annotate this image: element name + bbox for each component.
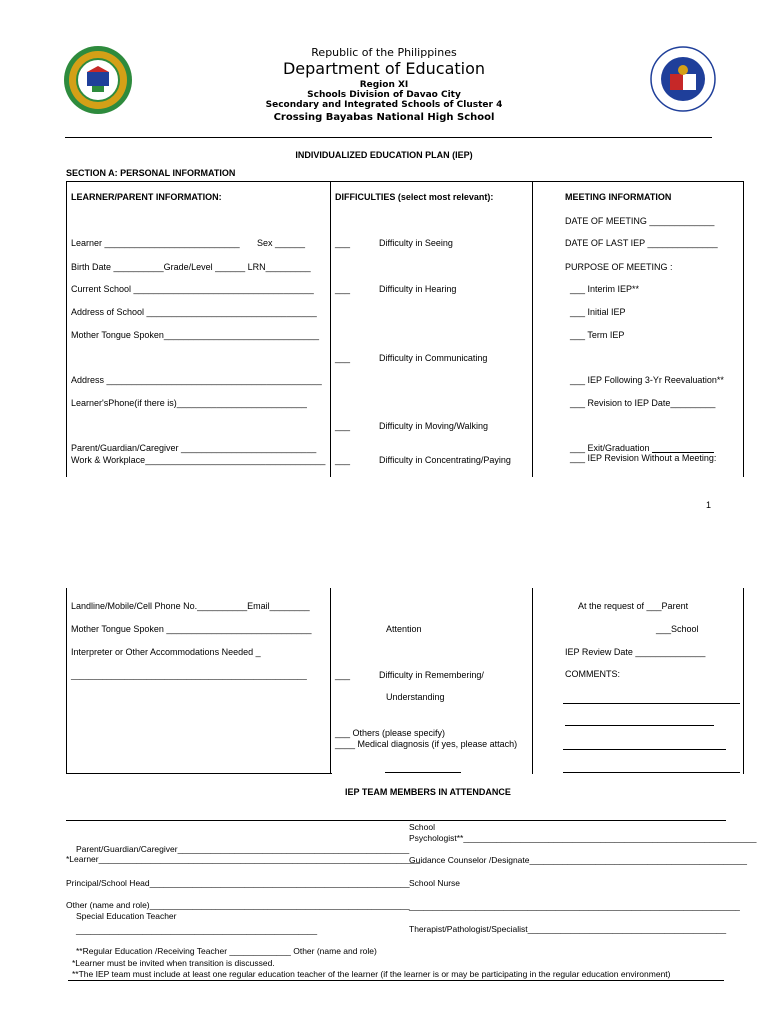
difficulty-seeing-label: Difficulty in Seeing (379, 238, 453, 248)
difficulty-moving-label: Difficulty in Moving/Walking (379, 421, 489, 431)
option-interim-iep[interactable]: ___ Interim IEP** (570, 284, 640, 294)
table-col-divider-1 (330, 181, 331, 477)
diagnosis-underline (385, 772, 461, 773)
team-sped-line[interactable]: ___________________________________________________ (76, 925, 318, 935)
at-request-field[interactable]: At the request of ___Parent (578, 601, 689, 611)
attention-label: Attention (386, 624, 422, 634)
comments-line-2[interactable] (565, 725, 714, 726)
team-guidance-field[interactable]: Guidance Counselor /Designate______________________________________________ (409, 855, 747, 865)
header-division: Schools Division of Davao City (307, 90, 461, 100)
difficulty-remembering-label: Difficulty in Remembering/ (379, 670, 484, 680)
date-of-last-iep-field[interactable]: DATE OF LAST IEP ______________ (565, 238, 718, 248)
purpose-of-meeting-label: PURPOSE OF MEETING : (565, 262, 673, 272)
header-department: Department of Education (282, 59, 486, 78)
header-school: Crossing Bayabas National High School (273, 112, 495, 123)
team-heading: IEP TEAM MEMBERS IN ATTENDANCE (345, 787, 511, 797)
team-guardian-field[interactable]: Parent/Guardian/Caregiver_________________________________________________ (76, 844, 410, 854)
comments-line-4[interactable] (563, 772, 740, 773)
landline-email-field[interactable]: Landline/Mobile/Cell Phone No.__________Email________ (71, 601, 310, 611)
table-left-border (66, 181, 67, 477)
difficulty-communicating-label: Difficulty in Communicating (379, 353, 488, 363)
birth-grade-lrn-field[interactable]: Birth Date __________Grade/Level ______ LRN_________ (71, 262, 311, 272)
table-col-divider-1b (330, 588, 331, 774)
option-following-reevaluation[interactable]: ___ IEP Following 3-Yr Reevaluation** (570, 375, 724, 385)
mother-tongue-field[interactable]: Mother Tongue Spoken_______________________________ (71, 330, 320, 340)
checkbox-seeing[interactable]: ___ (335, 238, 351, 248)
difficulties-heading: DIFFICULTIES (select most relevant): (335, 192, 494, 202)
date-of-meeting-field[interactable]: DATE OF MEETING _____________ (565, 216, 715, 226)
header-cluster: Secondary and Integrated Schools of Cluster 4 (265, 100, 503, 110)
interpreter-field[interactable]: Interpreter or Other Accommodations Needed _ (71, 647, 261, 657)
header-divider (65, 137, 712, 138)
team-learner-field[interactable]: *Learner____________________________________________________________________ (66, 854, 421, 864)
mother-tongue-field-2[interactable]: Mother Tongue Spoken _____________________________ (71, 624, 312, 634)
work-field[interactable]: Work & Workplace____________________________________ (71, 455, 326, 465)
table-right-border-2 (743, 588, 744, 774)
learner-parent-heading: LEARNER/PARENT INFORMATION: (71, 192, 222, 202)
team-sped-label: Special Education Teacher (76, 911, 177, 921)
address-of-school-field[interactable]: Address of School __________________________________ (71, 307, 317, 317)
understanding-label: Understanding (386, 692, 445, 702)
comments-label: COMMENTS: (565, 669, 620, 679)
footnote-learner: *Learner must be invited when transition is discussed. (72, 958, 275, 968)
sex-field[interactable]: Sex ______ (257, 238, 306, 248)
comments-line-1[interactable] (563, 703, 740, 704)
team-school-label: School (409, 822, 435, 832)
iep-review-date-field[interactable]: IEP Review Date ______________ (565, 647, 706, 657)
checkbox-hearing[interactable]: ___ (335, 284, 351, 294)
header-republic: Republic of the Philippines (311, 46, 457, 59)
team-therapist-field[interactable]: Therapist/Pathologist/Specialist__________________________________________ (409, 924, 727, 934)
others-specify-field[interactable]: ___ Others (please specify) (335, 728, 446, 738)
interpreter-line[interactable]: _____________________________________________________ (71, 671, 307, 680)
comments-line-3[interactable] (563, 749, 726, 750)
option-revision-without-meeting[interactable]: ___ IEP Revision Without a Meeting: (570, 453, 717, 463)
team-nurse-label: School Nurse (409, 878, 461, 888)
medical-diagnosis-field[interactable]: ____ Medical diagnosis (if yes, please attach) (335, 739, 518, 749)
doc-title: INDIVIDUALIZED EDUCATION PLAN (IEP) (295, 150, 473, 160)
table-col-divider-2 (532, 181, 533, 477)
checkbox-remembering[interactable]: ___ (335, 670, 351, 680)
page-number: 1 (706, 500, 712, 510)
header-region: Region XI (359, 80, 409, 90)
option-revision-to-iep[interactable]: ___ Revision to IEP Date_________ (570, 398, 716, 408)
learner-field[interactable]: Learner ___________________________ (71, 238, 240, 248)
table-left-border-2 (66, 588, 67, 774)
option-exit-graduation[interactable]: ___ Exit/Graduation (570, 443, 650, 453)
meeting-heading: MEETING INFORMATION (565, 192, 672, 202)
team-principal-field[interactable]: Principal/School Head_______________________________________________________ (66, 878, 410, 888)
address-field[interactable]: Address ___________________________________________ (71, 375, 322, 385)
guardian-field[interactable]: Parent/Guardian/Caregiver ___________________________ (71, 443, 317, 453)
footnote-regular-teacher: **The IEP team must include at least one regular education teacher of the learner (if the learner is or may be participating in the regular education environment) (72, 969, 671, 979)
table-col-divider-2b (532, 588, 533, 774)
table-top-border (66, 181, 744, 182)
option-initial-iep[interactable]: ___ Initial IEP (570, 307, 626, 317)
team-psychologist-field[interactable]: Psychologist**______________________________________________________________ (409, 833, 757, 843)
team-other-field[interactable]: Other (name and role)_______________________________________________________ (66, 900, 410, 910)
request-school-field[interactable]: ___School (656, 624, 699, 634)
table-bottom-border (66, 773, 332, 774)
checkbox-communicating[interactable]: ___ (335, 353, 351, 363)
difficulty-concentrating-label: Difficulty in Concentrating/Paying (379, 455, 511, 465)
option-term-iep[interactable]: ___ Term IEP (570, 330, 625, 340)
current-school-field[interactable]: Current School ____________________________________ (71, 284, 314, 294)
team-regular-field[interactable]: **Regular Education /Receiving Teacher _____________ Other (name and role) (76, 946, 377, 956)
checkbox-concentrating[interactable]: ___ (335, 455, 351, 465)
difficulty-hearing-label: Difficulty in Hearing (379, 284, 457, 294)
checkbox-moving[interactable]: ___ (335, 421, 351, 431)
team-top-line (66, 820, 726, 821)
table-right-border (743, 181, 744, 477)
team-other-line[interactable]: ______________________________________________________________________ (409, 901, 740, 911)
learner-phone-field[interactable]: Learner'sPhone(if there is)__________________________ (71, 398, 307, 408)
section-a-title: SECTION A: PERSONAL INFORMATION (66, 168, 236, 178)
footnote-underline (68, 980, 724, 981)
